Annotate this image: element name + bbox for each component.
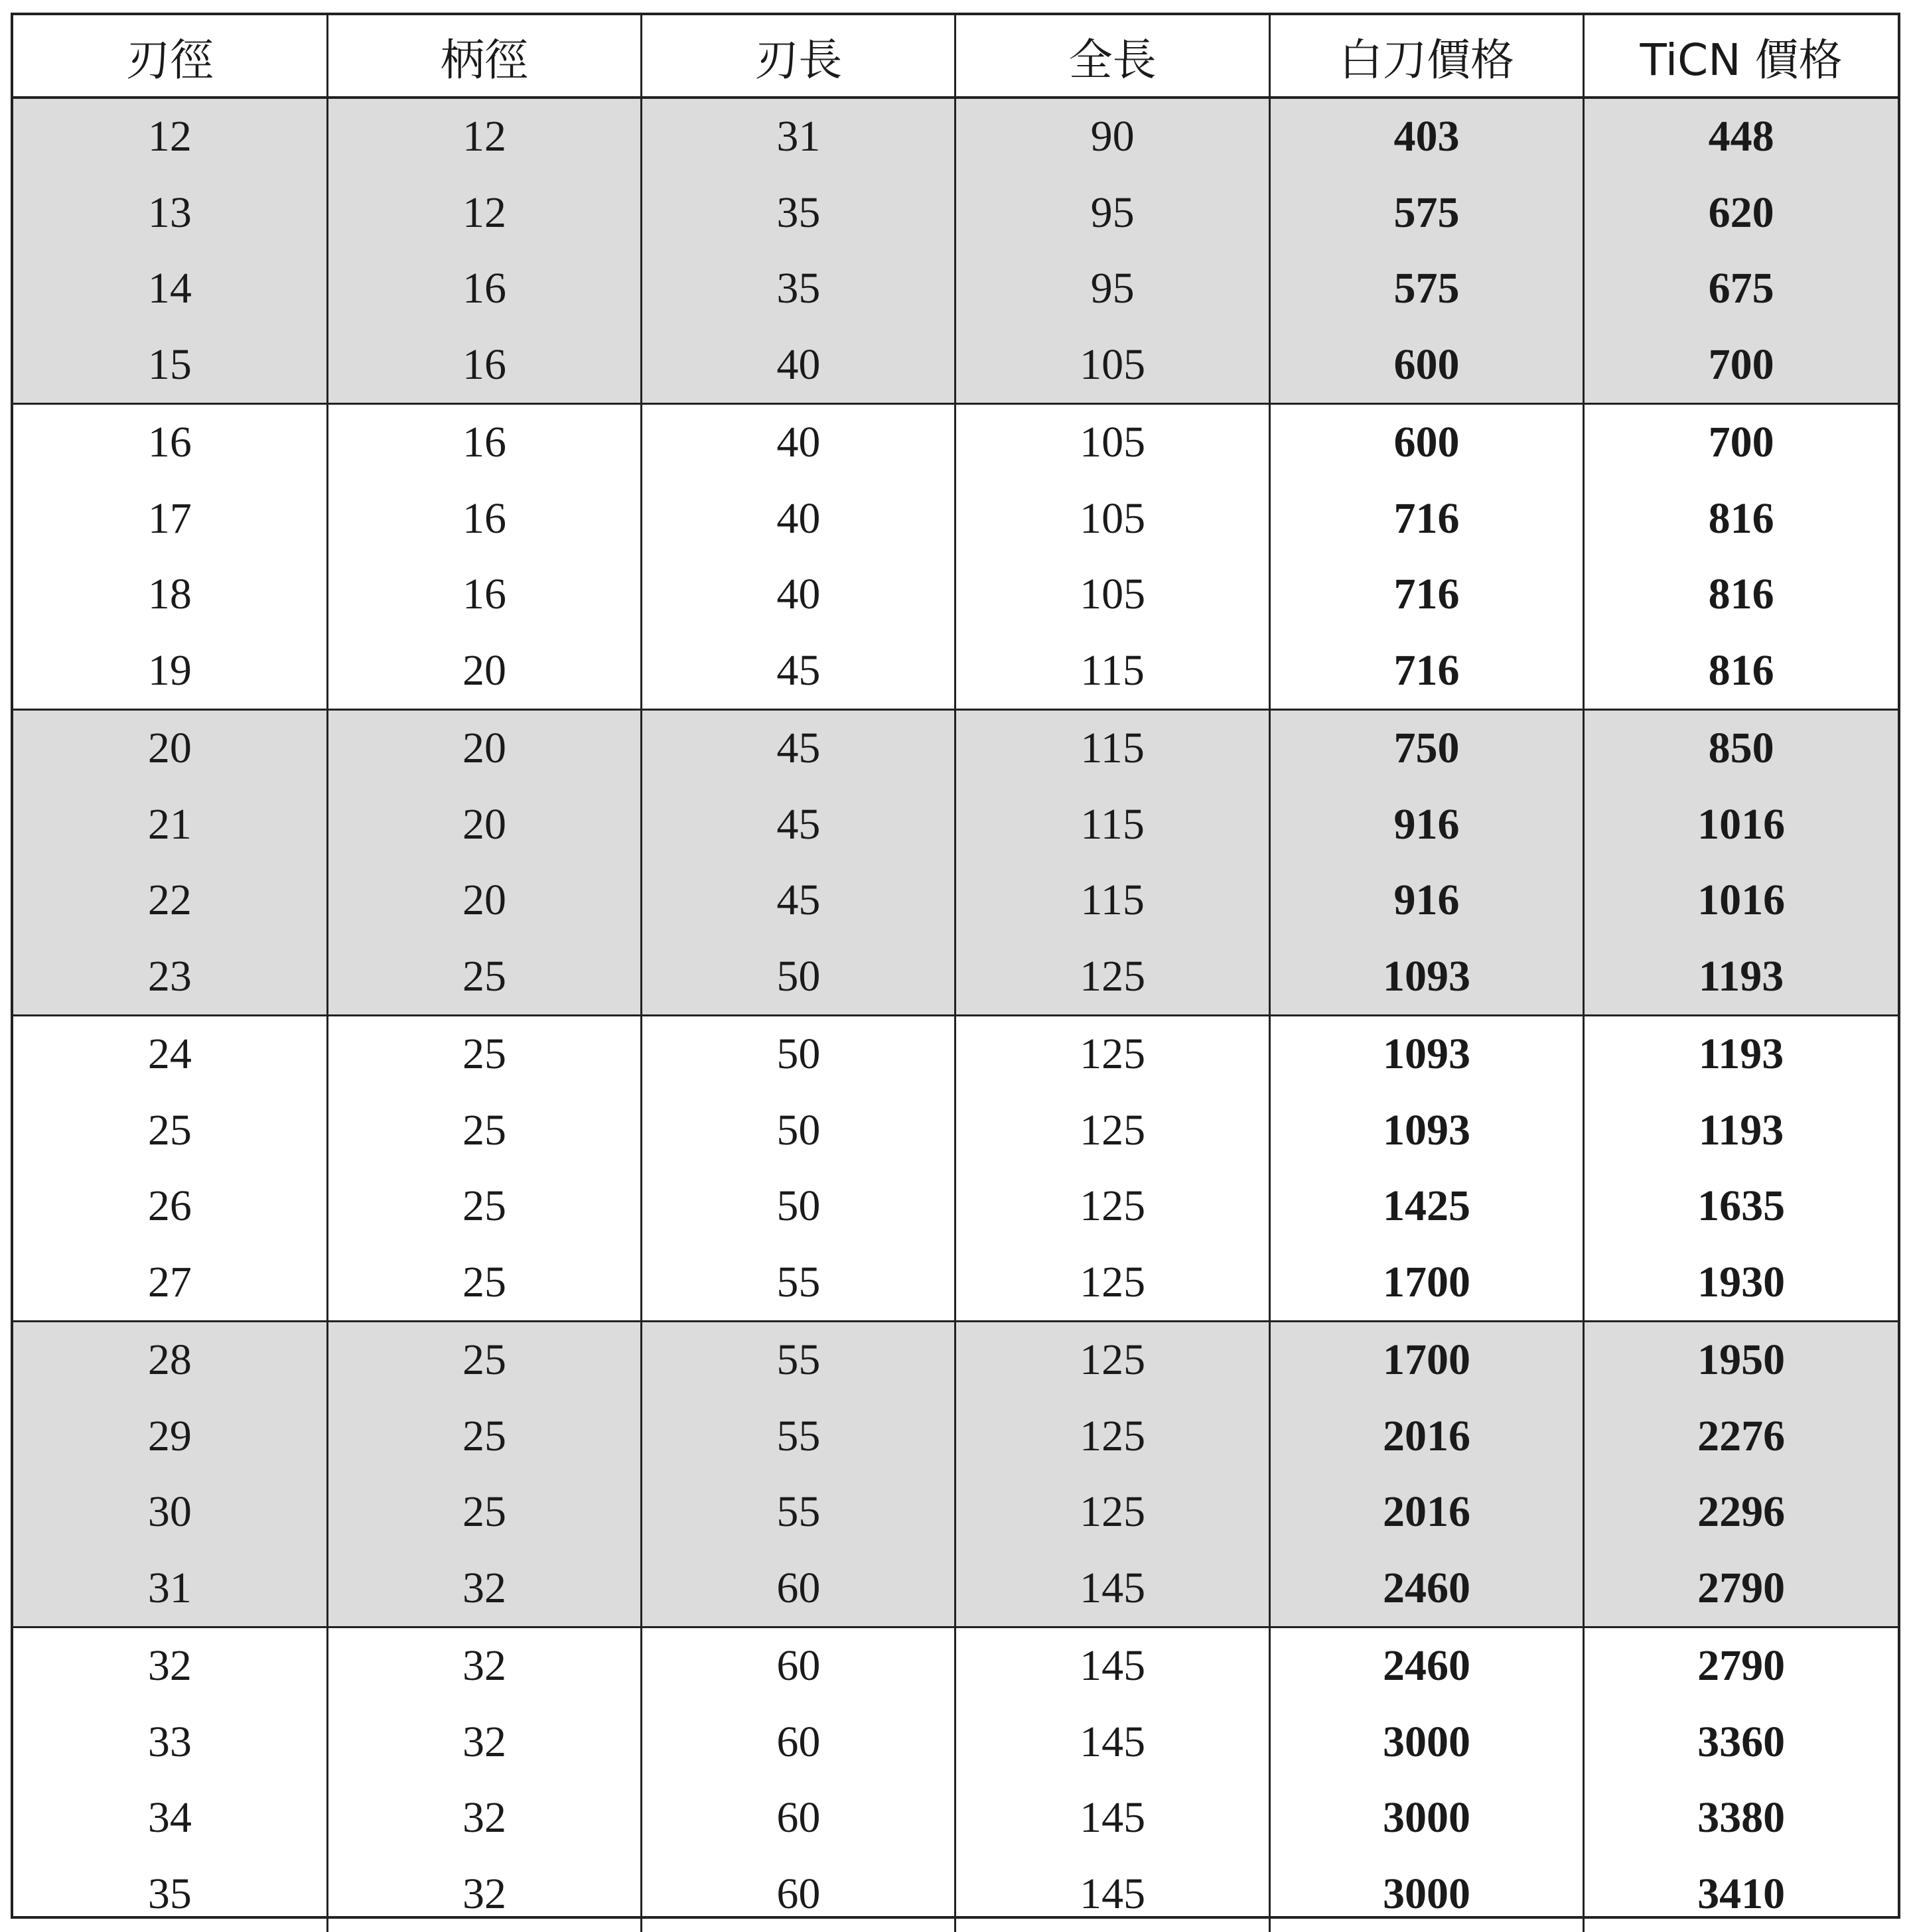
cell-overall-length: 125: [956, 939, 1269, 1016]
cell-uncoated-price: 1093: [1269, 1016, 1583, 1093]
header-row: [13, 15, 1898, 98]
table-row: [13, 1322, 1898, 1399]
cell-overall-length: 105: [956, 327, 1269, 404]
cell-blade-diameter: 22: [13, 862, 327, 939]
header-blade-length: 刃長: [642, 15, 956, 98]
cell-uncoated-price: 2016: [1269, 1399, 1583, 1475]
cell-blade-length: 35: [642, 251, 956, 327]
cell-blade-diameter: 28: [13, 1322, 327, 1399]
cell-shank-diameter: 32: [327, 1856, 641, 1932]
cell-blade-length: 55: [642, 1474, 956, 1551]
cell-uncoated-price: 2460: [1269, 1551, 1583, 1627]
cell-ticn-price: 850: [1584, 710, 1898, 787]
cell-overall-length: 145: [956, 1780, 1269, 1856]
cell-uncoated-price: 916: [1269, 787, 1583, 863]
cell-uncoated-price: 2460: [1269, 1627, 1583, 1704]
cell-ticn-price: 3360: [1584, 1704, 1898, 1781]
cell-overall-length: 115: [956, 787, 1269, 863]
table-row: [13, 327, 1898, 404]
table-row: [13, 1245, 1898, 1322]
cell-blade-diameter: 26: [147, 1182, 192, 1231]
cell-shank-diameter: 16: [327, 481, 641, 557]
cell-shank-diameter: 12: [327, 98, 641, 175]
cell-overall-length: 125: [956, 1474, 1269, 1551]
cell-uncoated-price: 750: [1269, 710, 1583, 787]
cell-blade-diameter: 24: [147, 1030, 192, 1079]
cell-uncoated-price: 916: [1269, 862, 1583, 939]
header-blade-diameter: 刃徑: [13, 15, 327, 98]
cell-uncoated-price: 1700: [1269, 1245, 1583, 1322]
table-row: [13, 633, 1898, 710]
cell-blade-diameter: 13: [13, 175, 327, 251]
cell-uncoated-price: 575: [1269, 251, 1583, 327]
cell-overall-length: 145: [956, 1856, 1269, 1932]
cell-shank-diameter: 16: [327, 327, 641, 404]
cell-shank-diameter: 32: [327, 1627, 641, 1704]
table-row: [13, 1551, 1898, 1627]
cell-ticn-price: 700: [1584, 327, 1898, 404]
cell-blade-length: 45: [642, 633, 956, 710]
cell-shank-diameter: 20: [327, 710, 641, 787]
cell-uncoated-price: 716: [1269, 557, 1583, 633]
cell-blade-diameter: 25: [147, 1105, 192, 1154]
cell-overall-length: 105: [956, 481, 1269, 557]
cell-blade-diameter: 16: [147, 418, 192, 467]
cell-ticn-price: 2790: [1584, 1627, 1898, 1704]
table-row: [13, 251, 1898, 327]
cell-overall-length: 115: [956, 862, 1269, 939]
price-table: [13, 15, 1898, 1932]
cell-uncoated-price: 1425: [1269, 1168, 1583, 1245]
cell-blade-length: 35: [642, 175, 956, 251]
cell-uncoated-price: 1093: [1269, 1093, 1583, 1169]
cell-ticn-price: 2276: [1584, 1399, 1898, 1475]
cell-blade-length: 40: [642, 481, 956, 557]
cell-uncoated-price: 716: [1269, 633, 1583, 710]
cell-ticn-price: 448: [1584, 98, 1898, 175]
cell-shank-diameter: 20: [327, 862, 641, 939]
cell-uncoated-price: 403: [1269, 98, 1583, 175]
cell-blade-length: 40: [642, 327, 956, 404]
cell-blade-diameter: 29: [13, 1399, 327, 1475]
cell-blade-length: 45: [642, 710, 956, 787]
cell-blade-diameter: 15: [13, 327, 327, 404]
table-row: [13, 557, 1898, 633]
cell-shank-diameter: 25: [327, 939, 641, 1016]
cell-shank-diameter: 16: [327, 251, 641, 327]
table-row: [13, 1474, 1898, 1551]
cell-blade-length: 60: [642, 1704, 956, 1781]
cell-blade-diameter: 23: [13, 939, 327, 1016]
cell-overall-length: 145: [956, 1704, 1269, 1781]
header-shank-diameter: 柄徑: [327, 15, 641, 98]
cell-blade-diameter: 34: [147, 1793, 192, 1842]
cell-shank-diameter: 25: [327, 1399, 641, 1475]
cell-shank-diameter: 32: [327, 1704, 641, 1781]
cell-shank-diameter: 25: [327, 1168, 641, 1245]
cell-shank-diameter: 25: [327, 1016, 641, 1093]
cell-shank-diameter: 12: [327, 175, 641, 251]
table-row: [13, 98, 1898, 175]
cell-overall-length: 105: [956, 404, 1269, 481]
table-row: [13, 1016, 1898, 1093]
cell-blade-diameter: 14: [13, 251, 327, 327]
cell-blade-diameter: 18: [147, 570, 192, 619]
cell-blade-length: 40: [642, 404, 956, 481]
cell-uncoated-price: 3000: [1269, 1780, 1583, 1856]
cell-blade-diameter: 19: [13, 633, 327, 710]
cell-overall-length: 115: [956, 710, 1269, 787]
cell-overall-length: 145: [956, 1551, 1269, 1627]
table-row: [13, 175, 1898, 251]
cell-blade-length: 45: [642, 862, 956, 939]
cell-blade-length: 60: [642, 1856, 956, 1932]
table-row: [13, 710, 1898, 787]
table-row: [13, 404, 1898, 481]
cell-blade-length: 60: [642, 1551, 956, 1627]
cell-ticn-price: 700: [1584, 404, 1898, 481]
cell-overall-length: 95: [956, 251, 1269, 327]
cell-ticn-price: 816: [1584, 633, 1898, 710]
cell-shank-diameter: 16: [327, 557, 641, 633]
header-overall-length: 全長: [956, 15, 1269, 98]
cell-blade-length: 40: [642, 557, 956, 633]
cell-overall-length: 125: [956, 1016, 1269, 1093]
cell-ticn-price: 2790: [1584, 1551, 1898, 1627]
cell-blade-diameter: 27: [13, 1245, 327, 1322]
cell-blade-diameter: 33: [147, 1717, 192, 1766]
cell-shank-diameter: 20: [327, 787, 641, 863]
cell-shank-diameter: 16: [327, 404, 641, 481]
cell-blade-length: 50: [642, 1093, 956, 1169]
cell-overall-length: 115: [956, 633, 1269, 710]
cell-ticn-price: 1635: [1584, 1168, 1898, 1245]
cell-ticn-price: 620: [1584, 175, 1898, 251]
cell-blade-length: 31: [642, 98, 956, 175]
table-row: [13, 939, 1898, 1016]
cell-uncoated-price: 1700: [1269, 1322, 1583, 1399]
cell-uncoated-price: 3000: [1269, 1704, 1583, 1781]
cell-ticn-price: 1950: [1584, 1322, 1898, 1399]
cell-blade-diameter: 35: [147, 1869, 192, 1918]
cell-blade-length: 60: [642, 1780, 956, 1856]
cell-ticn-price: 1193: [1584, 939, 1898, 1016]
cell-overall-length: 125: [956, 1168, 1269, 1245]
cell-blade-diameter: 21: [13, 787, 327, 863]
cell-blade-length: 55: [642, 1322, 956, 1399]
price-table-container: [11, 13, 1900, 1919]
cell-uncoated-price: 2016: [1269, 1474, 1583, 1551]
cell-blade-length: 45: [642, 787, 956, 863]
cell-ticn-price: 3380: [1584, 1780, 1898, 1856]
cell-blade-length: 55: [642, 1399, 956, 1475]
cell-blade-diameter: 12: [13, 98, 327, 175]
table-row: [13, 1093, 1898, 1169]
table-row: [13, 1704, 1898, 1781]
cell-ticn-price: 675: [1584, 251, 1898, 327]
header-ticn-price: TiCN 價格: [1584, 15, 1898, 98]
cell-overall-length: 125: [956, 1322, 1269, 1399]
table-row: [13, 1780, 1898, 1856]
table-body: [13, 98, 1898, 1932]
cell-uncoated-price: 575: [1269, 175, 1583, 251]
cell-shank-diameter: 25: [327, 1474, 641, 1551]
cell-ticn-price: 1016: [1584, 787, 1898, 863]
cell-ticn-price: 1193: [1584, 1016, 1898, 1093]
cell-blade-length: 60: [642, 1627, 956, 1704]
cell-overall-length: 125: [956, 1093, 1269, 1169]
header-uncoated-price: 白刀價格: [1269, 15, 1583, 98]
cell-ticn-price: 2296: [1584, 1474, 1898, 1551]
cell-ticn-price: 1016: [1584, 862, 1898, 939]
table-row: [13, 481, 1898, 557]
cell-blade-length: 55: [642, 1245, 956, 1322]
table-row: [13, 1856, 1898, 1932]
cell-overall-length: 125: [956, 1245, 1269, 1322]
cell-shank-diameter: 25: [327, 1245, 641, 1322]
table-row: [13, 1399, 1898, 1475]
cell-uncoated-price: 600: [1269, 327, 1583, 404]
cell-overall-length: 95: [956, 175, 1269, 251]
cell-blade-diameter: 20: [13, 710, 327, 787]
cell-ticn-price: 3410: [1584, 1856, 1898, 1932]
cell-overall-length: 125: [956, 1399, 1269, 1475]
table-row: [13, 1168, 1898, 1245]
cell-blade-length: 50: [642, 1168, 956, 1245]
cell-blade-diameter: 32: [147, 1641, 192, 1690]
cell-overall-length: 105: [956, 557, 1269, 633]
cell-shank-diameter: 32: [327, 1551, 641, 1627]
cell-blade-length: 50: [642, 1016, 956, 1093]
cell-shank-diameter: 32: [327, 1780, 641, 1856]
table-row: [13, 787, 1898, 863]
table-row: [13, 1627, 1898, 1704]
cell-ticn-price: 816: [1584, 481, 1898, 557]
cell-ticn-price: 1930: [1584, 1245, 1898, 1322]
cell-ticn-price: 1193: [1584, 1093, 1898, 1169]
cell-blade-length: 50: [642, 939, 956, 1016]
cell-uncoated-price: 716: [1269, 481, 1583, 557]
cell-overall-length: 145: [956, 1627, 1269, 1704]
cell-uncoated-price: 1093: [1269, 939, 1583, 1016]
cell-blade-diameter: 17: [147, 494, 192, 543]
cell-blade-diameter: 30: [13, 1474, 327, 1551]
cell-shank-diameter: 25: [327, 1093, 641, 1169]
cell-shank-diameter: 25: [327, 1322, 641, 1399]
table-row: [13, 862, 1898, 939]
cell-overall-length: 90: [956, 98, 1269, 175]
cell-shank-diameter: 20: [327, 633, 641, 710]
cell-ticn-price: 816: [1584, 557, 1898, 633]
cell-blade-diameter: 31: [13, 1551, 327, 1627]
cell-uncoated-price: 3000: [1269, 1856, 1583, 1932]
cell-uncoated-price: 600: [1269, 404, 1583, 481]
